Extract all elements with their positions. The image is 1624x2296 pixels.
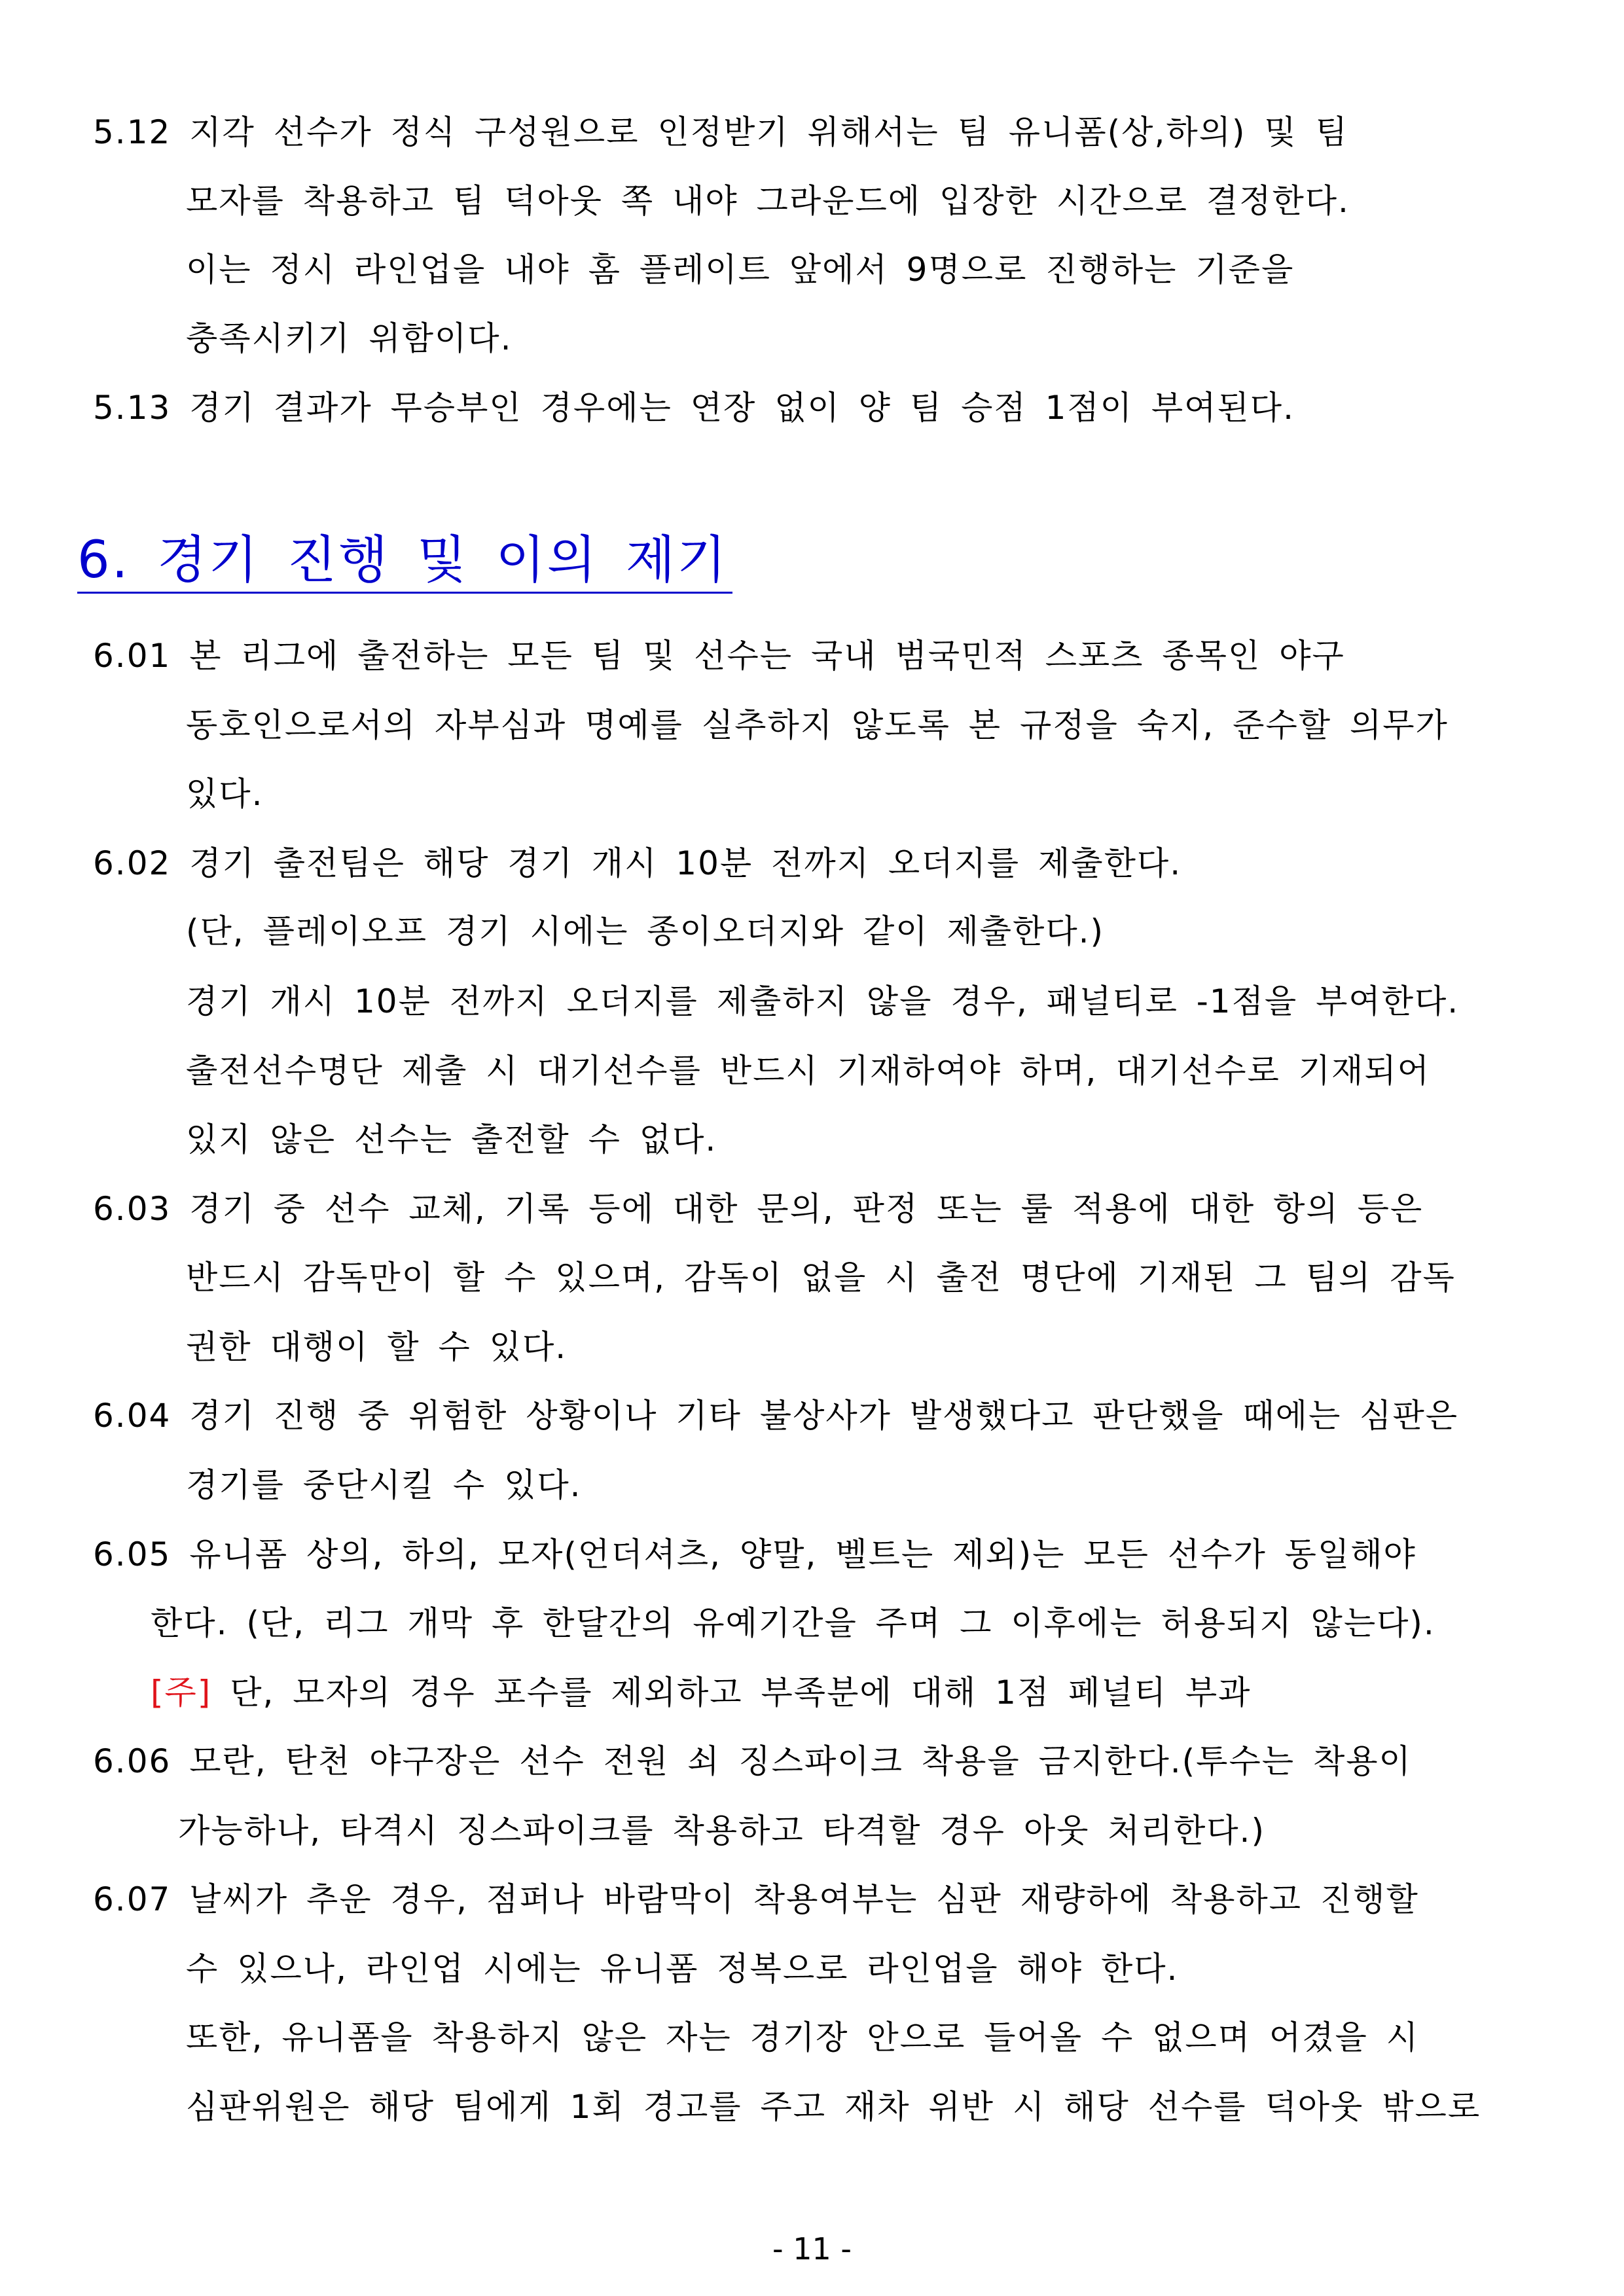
rule-6-06-line-2: 가능하나, 타격시 징스파이크를 착용하고 타격할 경우 아웃 처리한다.) [178, 1812, 1265, 1850]
rule-6-05-line-2: 한다. (단, 리그 개막 후 한달간의 유예기간을 주며 그 이후에는 허용되지 않는다). [151, 1604, 1435, 1642]
rule-5-12-line-1: 5.12 지각 선수가 정식 구성원으로 인정받기 위해서는 팀 유니폼(상,하의) 및 팀 [93, 113, 1348, 151]
rule-6-02-line-2: (단, 플레이오프 경기 시에는 종이오더지와 같이 제출한다.) [186, 912, 1105, 950]
rule-6-02-line-1: 6.02 경기 출전팀은 해당 경기 개시 10분 전까지 오더지를 제출한다. [93, 844, 1182, 882]
rule-6-07-line-3: 또한, 유니폼을 착용하지 않은 자는 경기장 안으로 들어올 수 없으며 어겼을 시 [186, 2018, 1420, 2056]
rule-6-05-line-1: 6.05 유니폼 상의, 하의, 모자(언더셔츠, 양말, 벨트는 제외)는 모든 선수가 동일해야 [93, 1535, 1416, 1573]
rule-6-02-line-5: 있지 않은 선수는 출전할 수 없다. [186, 1121, 717, 1158]
rule-6-03-line-1: 6.03 경기 중 선수 교체, 기록 등에 대한 문의, 판정 또는 룰 적용에 대한 항의 등은 [93, 1190, 1424, 1228]
page-number: - 11 - [772, 2231, 852, 2267]
rule-6-01-line-3: 있다. [186, 775, 264, 813]
rule-6-05-note [151, 1673, 1251, 1712]
rule-6-01-line-2: 동호인으로서의 자부심과 명예를 실추하지 않도록 본 규정을 숙지, 준수할 의무가 [186, 706, 1449, 744]
rule-6-06-line-1: 6.06 모란, 탄천 야구장은 선수 전원 쇠 징스파이크 착용을 금지한다.(투수는 착용이 [93, 1742, 1412, 1780]
rule-5-12-line-2: 모자를 착용하고 팀 덕아웃 쪽 내야 그라운드에 입장한 시간으로 결정한다. [186, 182, 1350, 220]
section-6-heading: 6. 경기 진행 및 이의 제기 [77, 529, 732, 594]
rule-6-04-line-1: 6.04 경기 진행 중 위험한 상황이나 기타 불상사가 발생했다고 판단했을 때에는 심판은 [93, 1397, 1459, 1435]
rule-6-02-line-3: 경기 개시 10분 전까지 오더지를 제출하지 않을 경우, 패널티로 -1점을 부여한다. [186, 982, 1460, 1020]
note-tag: [주] [151, 1674, 212, 1712]
rule-6-02-line-4: 출전선수명단 제출 시 대기선수를 반드시 기재하여야 하며, 대기선수로 기재되어 [186, 1052, 1430, 1090]
rule-6-07-line-2: 수 있으나, 라인업 시에는 유니폼 정복으로 라인업을 해야 한다. [186, 1950, 1179, 1988]
rule-6-03-line-3: 권한 대행이 할 수 있다. [186, 1328, 568, 1366]
note-text: 단, 모자의 경우 포수를 제외하고 부족분에 대해 1점 페널티 부과 [211, 1674, 1252, 1712]
rule-5-12-line-4: 충족시키기 위함이다. [186, 319, 513, 357]
rule-6-07-line-4: 심판위원은 해당 팀에게 1회 경고를 주고 재차 위반 시 해당 선수를 덕아웃 밖으로 [186, 2088, 1481, 2126]
rule-5-12-line-3: 이는 정시 라인업을 내야 홈 플레이트 앞에서 9명으로 진행하는 기준을 [186, 251, 1295, 289]
rule-6-07-line-1: 6.07 날씨가 추운 경우, 점퍼나 바람막이 착용여부는 심판 재량하에 착용하고 진행할 [93, 1880, 1419, 1918]
rule-6-03-line-2: 반드시 감독만이 할 수 있으며, 감독이 없을 시 출전 명단에 기재된 그 팀의 감독 [186, 1259, 1456, 1297]
rule-6-01-line-1: 6.01 본 리그에 출전하는 모든 팀 및 선수는 국내 범국민적 스포츠 종목인 야구 [93, 637, 1345, 675]
rule-6-04-line-2: 경기를 중단시킬 수 있다. [186, 1466, 582, 1504]
rule-5-13: 5.13 경기 결과가 무승부인 경우에는 연장 없이 양 팀 승점 1점이 부여된다. [93, 389, 1295, 427]
